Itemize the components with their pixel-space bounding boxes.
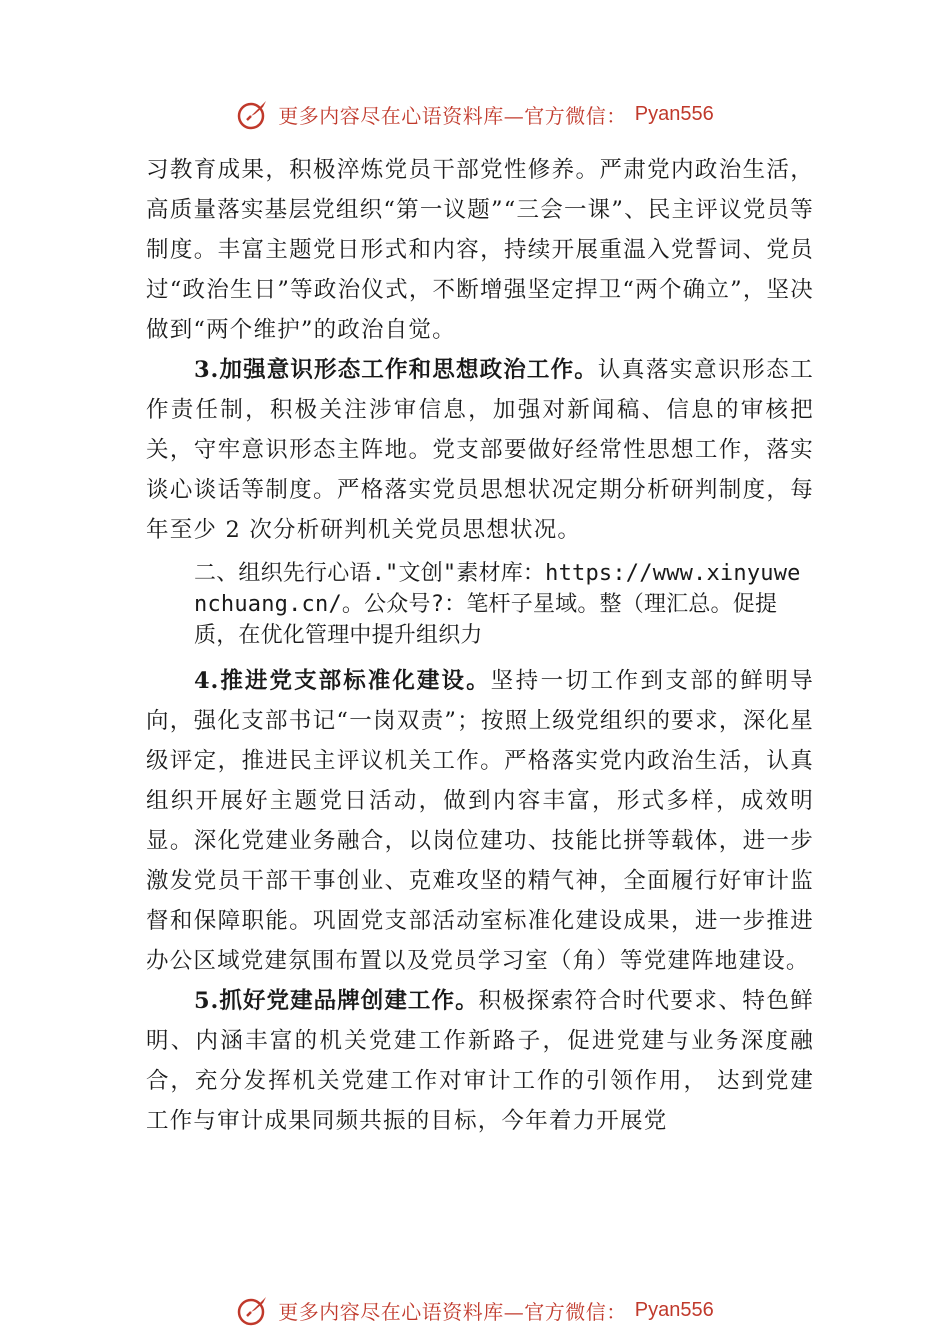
- watermark-handle: Pyan556: [634, 102, 714, 125]
- document-body: [146, 150, 814, 1141]
- paragraph-4-heading: 5.抓好党建品牌创建工作。: [194, 988, 479, 1014]
- paragraph-1: [146, 150, 814, 350]
- paragraph-3-text: 坚持一切工作到支部的鲜明导向，强化支部书记“一岗双责”；按照上级党组织的要求，深化星级评定，推进民主评议机关工作。严格落实党内政治生活，认真组织开展好主题党日活动，做到内容丰富，形式多样，成效明显。深化党建业务融合，以岗位建功、技能比拼等载体，进一步激发党员干部干事创业、克难攻坚的精气神，全面履行好审计监督和保障职能。巩固党支部活动室标准化建设成果，进一步推进办公区域党建氛围布置以及党员学习室（角）等党建阵地建设。: [146, 668, 814, 974]
- paragraph-4-text: 积极探索符合时代要求、特色鲜明、内涵丰富的机关党建工作新路子，促进党建与业务深度融合，充分发挥机关党建工作对审计工作的引领作用， 达到党建工作与审计成果同频共振的目标，今年着力开展党: [146, 988, 814, 1134]
- paragraph-2-text: 认真落实意识形态工作责任制，积极关注涉审信息，加强对新闻稿、信息的审核把关，守牢意识形态主阵地。党支部要做好经常性思想工作，落实谈心谈话等制度。严格落实党员思想状况定期分析研判制度，每年至少 2 次分析研判机关党员思想状况。: [146, 357, 814, 543]
- watermark-handle: Pyan556: [634, 1298, 714, 1321]
- watermark-text: 更多内容尽在心语资料库—官方微信：: [278, 1299, 627, 1324]
- quill-logo-icon: [236, 1293, 270, 1327]
- footer-watermark: [0, 1290, 950, 1330]
- paragraph-2-heading: 3.加强意识形态工作和思想政治工作。: [194, 357, 598, 383]
- paragraph-2: [146, 350, 814, 550]
- ad-line: [146, 558, 814, 651]
- paragraph-3: [146, 661, 814, 981]
- watermark-text: 更多内容尽在心语资料库—官方微信：: [278, 103, 627, 128]
- header-watermark: [0, 94, 950, 134]
- paragraph-1-text: 习教育成果，积极淬炼党员干部党性修养。严肃党内政治生活，高质量落实基层党组织“第一议题”“三会一课”、民主评议党员等制度。丰富主题党日形式和内容，持续开展重温入党誓词、党员过“政治生日”等政治仪式，不断增强坚定捍卫“两个确立”，坚决做到“两个维护”的政治自觉。: [146, 157, 814, 343]
- ad-text: 二、组织先行心语."文创"素材库：https://www.xinyuwenchuang.cn/。公众号?：笔杆子星域。整（理汇总。促提质，在优化管理中提升组织力: [194, 561, 801, 648]
- quill-logo-icon: [236, 97, 270, 131]
- paragraph-4: [146, 981, 814, 1141]
- paragraph-3-heading: 4.推进党支部标准化建设。: [194, 668, 491, 694]
